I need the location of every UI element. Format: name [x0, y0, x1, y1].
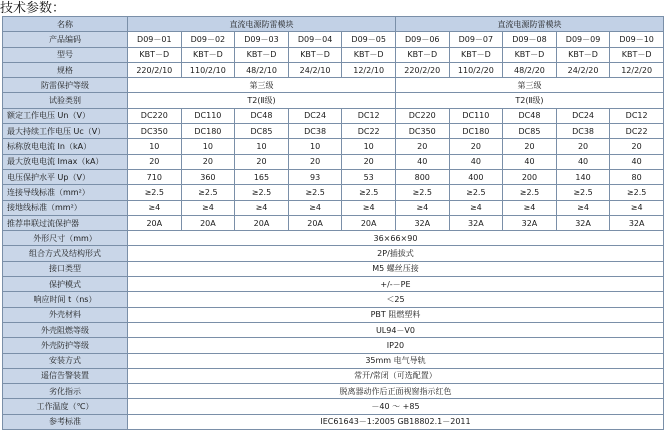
- table-cell: 40: [556, 154, 610, 169]
- table-cell: 140: [556, 169, 610, 184]
- table-cell: ≥4: [181, 200, 235, 215]
- table-row: [3, 124, 664, 139]
- table-cell: DC24: [288, 108, 342, 123]
- table-cell: D09－04: [288, 32, 342, 47]
- common-value: UL94－V0: [128, 322, 664, 337]
- table-cell: 110/2/10: [181, 62, 235, 77]
- table-cell: D09－01: [128, 32, 182, 47]
- table-row: [3, 93, 664, 108]
- table-cell: 93: [288, 169, 342, 184]
- row-label: 连接导线标准（mm²）: [3, 185, 128, 200]
- table-cell: 20A: [181, 215, 235, 230]
- table-cell: 10: [128, 139, 182, 154]
- table-row: [3, 384, 664, 399]
- common-value: +/-－PE: [128, 277, 664, 292]
- table-cell: 220/2/20: [395, 62, 449, 77]
- table-cell: 20: [503, 139, 557, 154]
- table-cell: 20: [342, 154, 396, 169]
- spec-table: [2, 16, 664, 430]
- row-label: 名称: [3, 17, 128, 32]
- table-cell: ≥2.5: [503, 185, 557, 200]
- table-cell: ≥4: [235, 200, 289, 215]
- table-cell: ≥2.5: [395, 185, 449, 200]
- table-cell: ≥4: [395, 200, 449, 215]
- row-label: 接地线标准（mm²）: [3, 200, 128, 215]
- table-row: [3, 399, 664, 414]
- table-cell: KBT－D: [503, 47, 557, 62]
- row-label: 电压保护水平 Up（V）: [3, 169, 128, 184]
- table-row: [3, 277, 664, 292]
- common-value: 常开/常闭（可选配置）: [128, 368, 664, 383]
- table-cell: 110/2/20: [449, 62, 503, 77]
- table-cell: 53: [342, 169, 396, 184]
- table-cell: 12/2/20: [610, 62, 664, 77]
- table-cell: D09－10: [610, 32, 664, 47]
- row-label: 外壳阻燃等级: [3, 322, 128, 337]
- row-label: 响应时间 t（ns）: [3, 292, 128, 307]
- table-row: [3, 108, 664, 123]
- table-row: [3, 78, 664, 93]
- table-cell: KBT－D: [342, 47, 396, 62]
- table-cell: 32A: [610, 215, 664, 230]
- table-cell: ≥4: [556, 200, 610, 215]
- common-value: PBT 阻燃塑料: [128, 307, 664, 322]
- common-value: IEC61643－1:2005 GB18802.1－2011: [128, 414, 664, 429]
- table-cell: ≥4: [503, 200, 557, 215]
- table-cell: DC110: [449, 108, 503, 123]
- table-row: [3, 292, 664, 307]
- common-value: 脱离器动作后正面视窗指示红色: [128, 384, 664, 399]
- table-cell: DC110: [181, 108, 235, 123]
- group-header: 直流电源防雷模块: [395, 17, 663, 32]
- table-cell: 12/2/10: [342, 62, 396, 77]
- table-cell: KBT－D: [449, 47, 503, 62]
- row-label: 额定工作电压 Un（V）: [3, 108, 128, 123]
- table-cell: DC48: [235, 108, 289, 123]
- table-cell: 10: [342, 139, 396, 154]
- table-cell: 32A: [395, 215, 449, 230]
- row-label: 劣化指示: [3, 384, 128, 399]
- table-cell: D09－05: [342, 32, 396, 47]
- table-cell: 40: [610, 154, 664, 169]
- common-value: IP20: [128, 338, 664, 353]
- group-cell: T2(Ⅱ级): [128, 93, 396, 108]
- table-row: [3, 215, 664, 230]
- table-cell: ≥4: [449, 200, 503, 215]
- table-row: [3, 169, 664, 184]
- table-cell: D09－08: [503, 32, 557, 47]
- common-value: 36×66×90: [128, 231, 664, 246]
- table-cell: DC350: [395, 124, 449, 139]
- table-cell: DC12: [342, 108, 396, 123]
- table-cell: 80: [610, 169, 664, 184]
- row-label: 安装方式: [3, 353, 128, 368]
- table-cell: KBT－D: [235, 47, 289, 62]
- table-cell: 20: [610, 139, 664, 154]
- table-cell: DC12: [610, 108, 664, 123]
- table-cell: KBT－D: [128, 47, 182, 62]
- table-cell: ≥2.5: [235, 185, 289, 200]
- table-cell: 20A: [342, 215, 396, 230]
- common-value: 35mm 电气导轨: [128, 353, 664, 368]
- table-row: [3, 139, 664, 154]
- table-cell: D09－02: [181, 32, 235, 47]
- table-cell: 10: [181, 139, 235, 154]
- common-value: 2P/插拔式: [128, 246, 664, 261]
- table-cell: ≥2.5: [288, 185, 342, 200]
- table-row: [3, 414, 664, 429]
- table-cell: 800: [395, 169, 449, 184]
- table-row: [3, 322, 664, 337]
- group-header: 直流电源防雷模块: [128, 17, 396, 32]
- table-cell: DC85: [503, 124, 557, 139]
- table-cell: KBT－D: [395, 47, 449, 62]
- table-cell: KBT－D: [288, 47, 342, 62]
- table-cell: ≥4: [342, 200, 396, 215]
- table-cell: 48/2/20: [503, 62, 557, 77]
- table-cell: 20A: [128, 215, 182, 230]
- row-label: 组合方式及结构形式: [3, 246, 128, 261]
- table-cell: 400: [449, 169, 503, 184]
- table-cell: ≥2.5: [342, 185, 396, 200]
- table-cell: 40: [503, 154, 557, 169]
- table-cell: 20: [181, 154, 235, 169]
- table-row: [3, 307, 664, 322]
- table-cell: 20A: [288, 215, 342, 230]
- table-cell: DC24: [556, 108, 610, 123]
- row-label: 最大放电电流 Imax（kA）: [3, 154, 128, 169]
- table-cell: ≥2.5: [449, 185, 503, 200]
- table-cell: ≥2.5: [128, 185, 182, 200]
- table-cell: 20: [128, 154, 182, 169]
- table-cell: DC85: [235, 124, 289, 139]
- common-value: －40 ～ +85: [128, 399, 664, 414]
- table-cell: 10: [288, 139, 342, 154]
- table-row: [3, 261, 664, 276]
- table-cell: ≥2.5: [556, 185, 610, 200]
- table-cell: 40: [449, 154, 503, 169]
- table-cell: KBT－D: [556, 47, 610, 62]
- table-cell: KBT－D: [610, 47, 664, 62]
- table-cell: 200: [503, 169, 557, 184]
- table-row: [3, 47, 664, 62]
- row-label: 参考标准: [3, 414, 128, 429]
- row-label: 工作温度（℃）: [3, 399, 128, 414]
- table-cell: DC220: [128, 108, 182, 123]
- table-cell: 20: [449, 139, 503, 154]
- table-cell: DC38: [556, 124, 610, 139]
- row-label: 型号: [3, 47, 128, 62]
- table-cell: DC22: [610, 124, 664, 139]
- table-cell: ≥4: [128, 200, 182, 215]
- table-cell: 32A: [556, 215, 610, 230]
- table-cell: 360: [181, 169, 235, 184]
- table-cell: D09－06: [395, 32, 449, 47]
- group-cell: T2(Ⅱ级): [395, 93, 663, 108]
- table-cell: 20: [288, 154, 342, 169]
- table-cell: 710: [128, 169, 182, 184]
- table-cell: DC38: [288, 124, 342, 139]
- table-cell: ≥2.5: [181, 185, 235, 200]
- table-cell: 10: [235, 139, 289, 154]
- table-row: [3, 246, 664, 261]
- table-cell: ≥2.5: [610, 185, 664, 200]
- table-cell: 32A: [449, 215, 503, 230]
- row-label: 外形尺寸（mm）: [3, 231, 128, 246]
- table-cell: 20A: [235, 215, 289, 230]
- table-cell: 20: [556, 139, 610, 154]
- row-label: 规格: [3, 62, 128, 77]
- row-label: 试验类别: [3, 93, 128, 108]
- table-row: [3, 185, 664, 200]
- row-label: 保护模式: [3, 277, 128, 292]
- table-cell: 32A: [503, 215, 557, 230]
- table-cell: ≥4: [288, 200, 342, 215]
- table-row: [3, 154, 664, 169]
- table-cell: 220/2/10: [128, 62, 182, 77]
- table-cell: D09－09: [556, 32, 610, 47]
- row-label: 外壳材料: [3, 307, 128, 322]
- table-row: [3, 338, 664, 353]
- table-row: [3, 353, 664, 368]
- row-label: 产品编码: [3, 32, 128, 47]
- table-cell: 24/2/20: [556, 62, 610, 77]
- table-cell: D09－07: [449, 32, 503, 47]
- table-row: [3, 200, 664, 215]
- table-cell: 165: [235, 169, 289, 184]
- row-label: 最大持续工作电压 Uc（V）: [3, 124, 128, 139]
- table-cell: 48/2/10: [235, 62, 289, 77]
- table-cell: DC48: [503, 108, 557, 123]
- table-cell: 24/2/10: [288, 62, 342, 77]
- row-label: 外壳防护等级: [3, 338, 128, 353]
- table-row: [3, 62, 664, 77]
- table-cell: KBT－D: [181, 47, 235, 62]
- row-label: 推荐串联过流保护器: [3, 215, 128, 230]
- table-row: [3, 231, 664, 246]
- group-cell: 第三级: [395, 78, 663, 93]
- table-cell: DC350: [128, 124, 182, 139]
- common-value: ＜25: [128, 292, 664, 307]
- row-label: 遥信告警装置: [3, 368, 128, 383]
- table-cell: ≥4: [610, 200, 664, 215]
- table-cell: DC180: [181, 124, 235, 139]
- section-heading: 技术参数：: [0, 1, 66, 16]
- table-cell: DC22: [342, 124, 396, 139]
- row-label: 防雷保护等级: [3, 78, 128, 93]
- table-cell: 20: [235, 154, 289, 169]
- row-label: 标称放电电流 In（kA）: [3, 139, 128, 154]
- table-cell: 40: [395, 154, 449, 169]
- group-cell: 第三级: [128, 78, 396, 93]
- table-cell: D09－03: [235, 32, 289, 47]
- table-header-row: [3, 17, 664, 32]
- common-value: M5 螺丝压接: [128, 261, 664, 276]
- table-cell: 20: [395, 139, 449, 154]
- table-row: [3, 368, 664, 383]
- row-label: 接口类型: [3, 261, 128, 276]
- table-cell: DC180: [449, 124, 503, 139]
- table-row: [3, 32, 664, 47]
- table-cell: DC220: [395, 108, 449, 123]
